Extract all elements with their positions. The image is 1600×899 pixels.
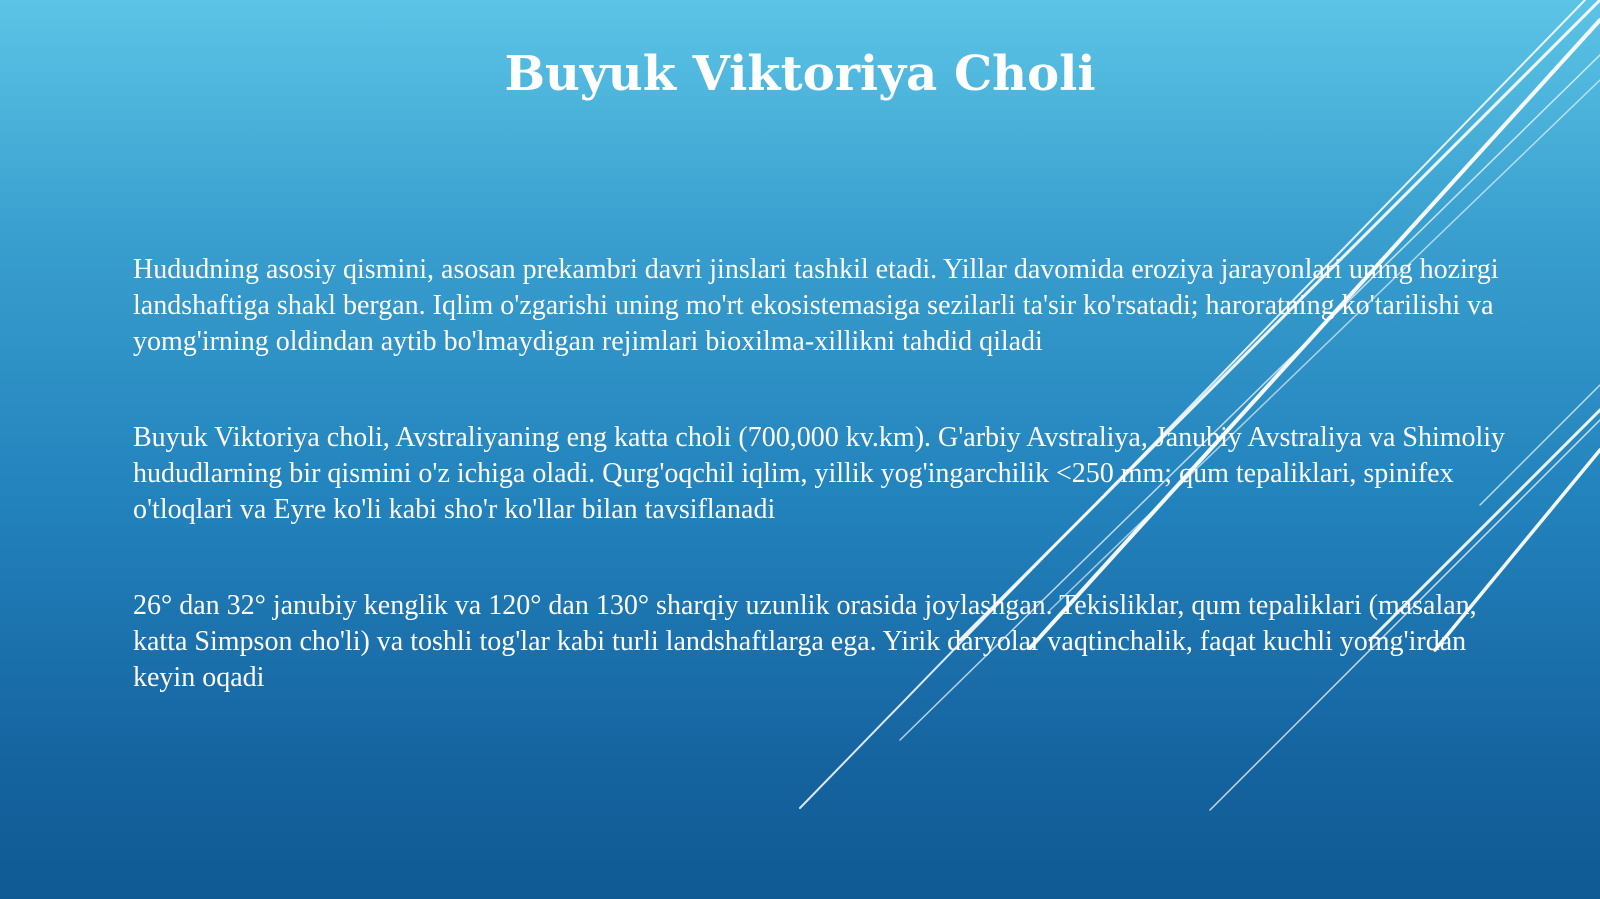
paragraph-overview: Buyuk Viktoriya choli, Avstraliyaning eng katta choli (700,000 kv.km). G'arbiy Avstraliya, Janubiy Avstraliya va Shimoliy hududlarning bir qismini o'z ichiga oladi. Qurg'oqchil iqlim, yillik yog'ingarchilik <250 mm; qum tepaliklari, spinifex o'tloqlari va Eyre ko'li kabi sho'r ko'llar bilan tavsiflanadi bbox=[133, 422, 1506, 525]
slide-body bbox=[133, 252, 1533, 756]
paragraph-geology: Hududning asosiy qismini, asosan prekambri davri jinslari tashkil etadi. Yillar davomida eroziya jarayonlari uning hozirgi landshaftiga shakl bergan. Iqlim o'zgarishi uning mo'rt ekosistemasiga sezilarli ta'sir ko'rsatadi; haroratning ko'tarilishi va yomg'irning oldindan aytib bo'lmaydigan rejimlari bioxilma-xillikni tahdid qiladi bbox=[133, 254, 1499, 357]
paragraph-location: 26° dan 32° janubiy kenglik va 120° dan 130° sharqiy uzunlik orasida joylashgan. Tekisliklar, qum tepaliklari (masalan, katta Simpson cho'li) va toshli tog'lar kabi turli landshaftlarga ega. Yirik daryolar vaqtinchalik, faqat kuchli yomg'irdan keyin oqadi bbox=[133, 590, 1477, 693]
slide-title: Buyuk Viktoriya Choli bbox=[504, 46, 1096, 102]
